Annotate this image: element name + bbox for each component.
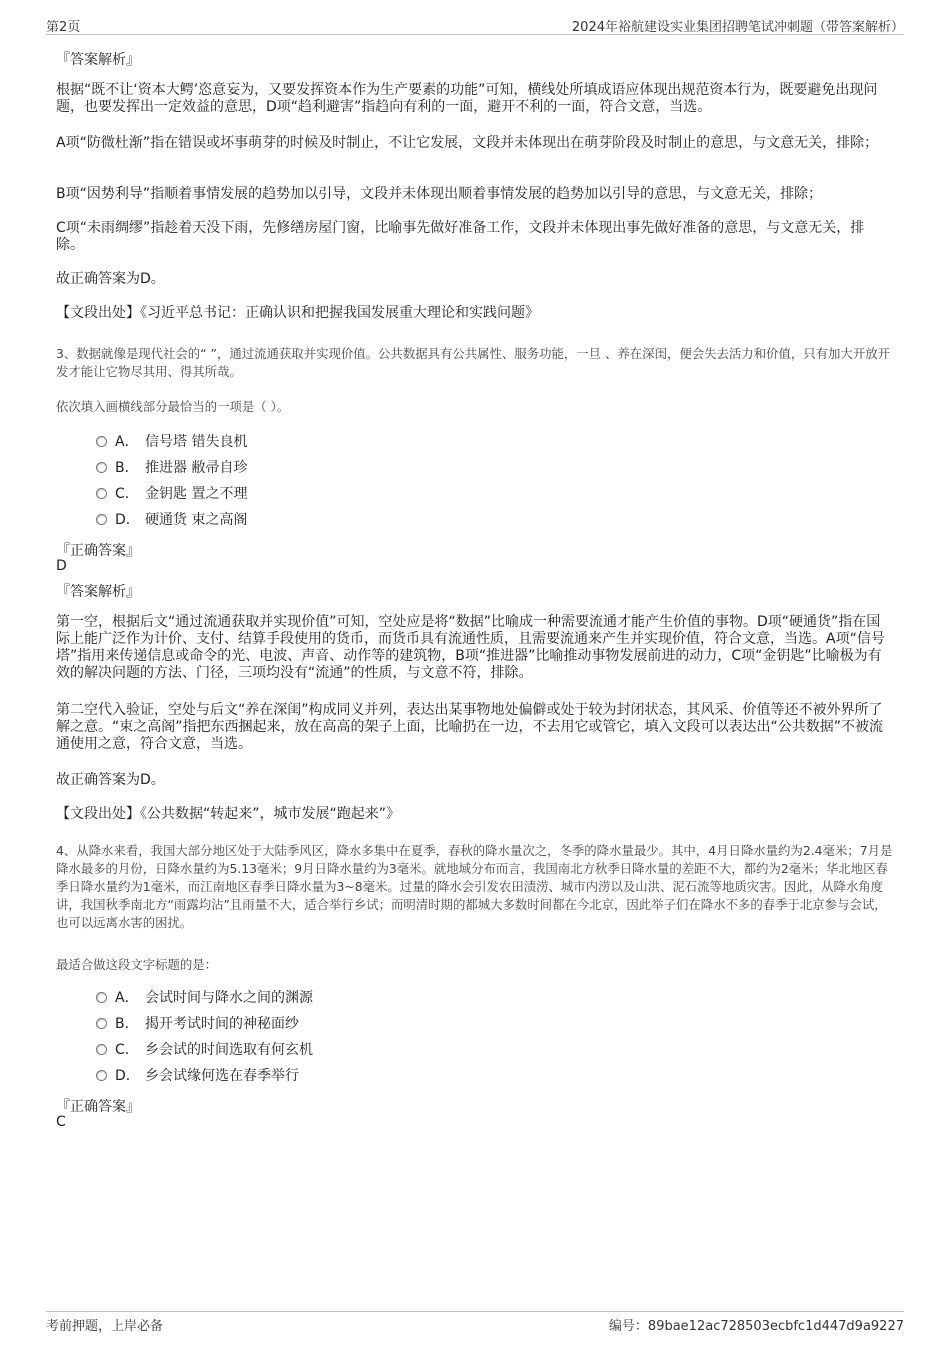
- page-footer: [46, 1311, 904, 1334]
- conclusion: 故正确答案为D。: [56, 772, 165, 788]
- radio-icon[interactable]: [96, 436, 107, 447]
- correct-answer-label: 『正确答案』: [56, 1099, 140, 1115]
- answer-analysis-label: 『答案解析』: [56, 52, 140, 68]
- correct-answer: C: [56, 1114, 66, 1130]
- document-title: 2024年裕航建设实业集团招聘笔试冲刺题（带答案解析）: [571, 20, 904, 35]
- source-citation: 【文段出处】《公共数据“转起来”，城市发展“跑起来”》: [56, 806, 401, 822]
- analysis-paragraph: B项“因势利导”指顺着事情发展的趋势加以引导，文段并未体现出顺着事情发展的趋势加以引导的意思，与文意无关，排除；: [56, 186, 823, 202]
- analysis-paragraph: 第一空，根据后文“通过流通获取并实现价值”可知，空处应是将“数据”比喻成一种需要流通才能产生价值的事物。D项“硬通货”指在国际上能广泛作为计价、支付、结算手段使用的货币，而货币具有流通性质，且需要流通来产生并实现价值，符合文意，当选。A项“信号塔”指用来传递信息或命令的光、电波、声音、动作等的建筑物，B项“推进器”比喻推动事物发展前进的动力，C项“金钥匙”比喻极为有效的解决问题的方法、门径，三项均没有“流通”的性质，与文意不符，排除。: [56, 614, 885, 681]
- option-a[interactable]: A． 会试时间与降水之间的渊源: [96, 988, 313, 1008]
- option-b[interactable]: B． 揭开考试时间的神秘面纱: [96, 1014, 299, 1034]
- answer-analysis-label: 『答案解析』: [56, 584, 140, 600]
- page-header: [46, 16, 904, 35]
- question-prompt: 依次填入画横线部分最恰当的一项是（ ）。: [56, 399, 290, 414]
- option-a[interactable]: A． 信号塔 错失良机: [96, 432, 247, 452]
- radio-icon[interactable]: [96, 488, 107, 499]
- document-code: 编号：89bae12ac728503ecbfc1d447d9a9227: [608, 1319, 904, 1334]
- footer-slogan: 考前押题，上岸必备: [46, 1319, 164, 1334]
- radio-icon[interactable]: [96, 1044, 107, 1055]
- analysis-paragraph: C项“未雨绸缪”指趁着天没下雨，先修缮房屋门窗，比喻事先做好准备工作，文段并未体现出事先做好准备的意思，与文意无关，排除。: [56, 220, 865, 253]
- radio-icon[interactable]: [96, 992, 107, 1003]
- conclusion: 故正确答案为D。: [56, 271, 165, 287]
- question-stem: 3、数据就像是现代社会的“ ”，通过流通获取并实现价值。公共数据具有公共属性、服务功能，一旦 、养在深闺，便会失去活力和价值，只有加大开放开发才能让它物尽其用、得其所哉。: [56, 346, 890, 379]
- correct-answer-label: 『正确答案』: [56, 543, 140, 559]
- question-stem: 4、从降水来看，我国大部分地区处于大陆季风区，降水多集中在夏季，春秋的降水量次之，冬季的降水量最少。其中，4月日降水量约为2.4毫米；7月是降水最多的月份，日降水量约为5.13毫米；9月日降水量约为3毫米。就地域分布而言，我国南北方秋季日降水量的差距不大，都约为2毫米；华北地区春季日降水量约为1毫米，而江南地区春季日降水量为3~8毫米。过量的降水会引发农田渍涝、城市内涝以及山洪、泥石流等地质灾害。因此，从降水角度讲，我国秋季南北方“雨露均沾”且雨量不大，适合举行乡试；而明清时期的都城大多数时间都在今北京，因此举子们在降水不多的春季于北京参与会试，也可以远离水害的困扰。: [56, 843, 893, 930]
- radio-icon[interactable]: [96, 462, 107, 473]
- question-prompt: 最适合做这段文字标题的是：: [56, 957, 218, 972]
- correct-answer: D: [56, 558, 67, 574]
- option-c[interactable]: C． 金钥匙 置之不理: [96, 484, 247, 504]
- radio-icon[interactable]: [96, 1070, 107, 1081]
- page-number: 第2页: [46, 20, 81, 35]
- analysis-paragraph: 第二空代入验证，空处与后文“养在深闺”构成同义并列，表达出某事物地处偏僻或处于较为封闭状态，其风采、价值等还不被外界所了解之意。“束之高阁”指把东西捆起来，放在高高的架子上面，比喻扔在一边，不去用它或管它，填入文段可以表达出“公共数据”不被流通使用之意，符合文意，当选。: [56, 702, 884, 752]
- analysis-paragraph: A项“防微杜渐”指在错误或坏事萌芽的时候及时制止，不让它发展，文段并未体现出在萌芽阶段及时制止的意思，与文意无关，排除；: [56, 135, 879, 151]
- option-c[interactable]: C． 乡会试的时间选取有何玄机: [96, 1040, 313, 1060]
- source-citation: 【文段出处】《习近平总书记：正确认识和把握我国发展重大理论和实践问题》: [56, 305, 539, 321]
- option-d[interactable]: D． 乡会试缘何选在春季举行: [96, 1066, 299, 1086]
- option-b[interactable]: B． 推进器 敝帚自珍: [96, 458, 247, 478]
- radio-icon[interactable]: [96, 514, 107, 525]
- radio-icon[interactable]: [96, 1018, 107, 1029]
- option-d[interactable]: D． 硬通货 束之高阁: [96, 510, 247, 530]
- analysis-paragraph: 根据“既不让‘资本大鳄’恣意妄为，又要发挥资本作为生产要素的功能”可知，横线处所填成语应体现出规范资本行为，既要避免出现问题，也要发挥出一定效益的意思，D项“趋利避害”指趋向有利的一面，避开不利的一面，符合文意，当选。: [56, 82, 878, 115]
